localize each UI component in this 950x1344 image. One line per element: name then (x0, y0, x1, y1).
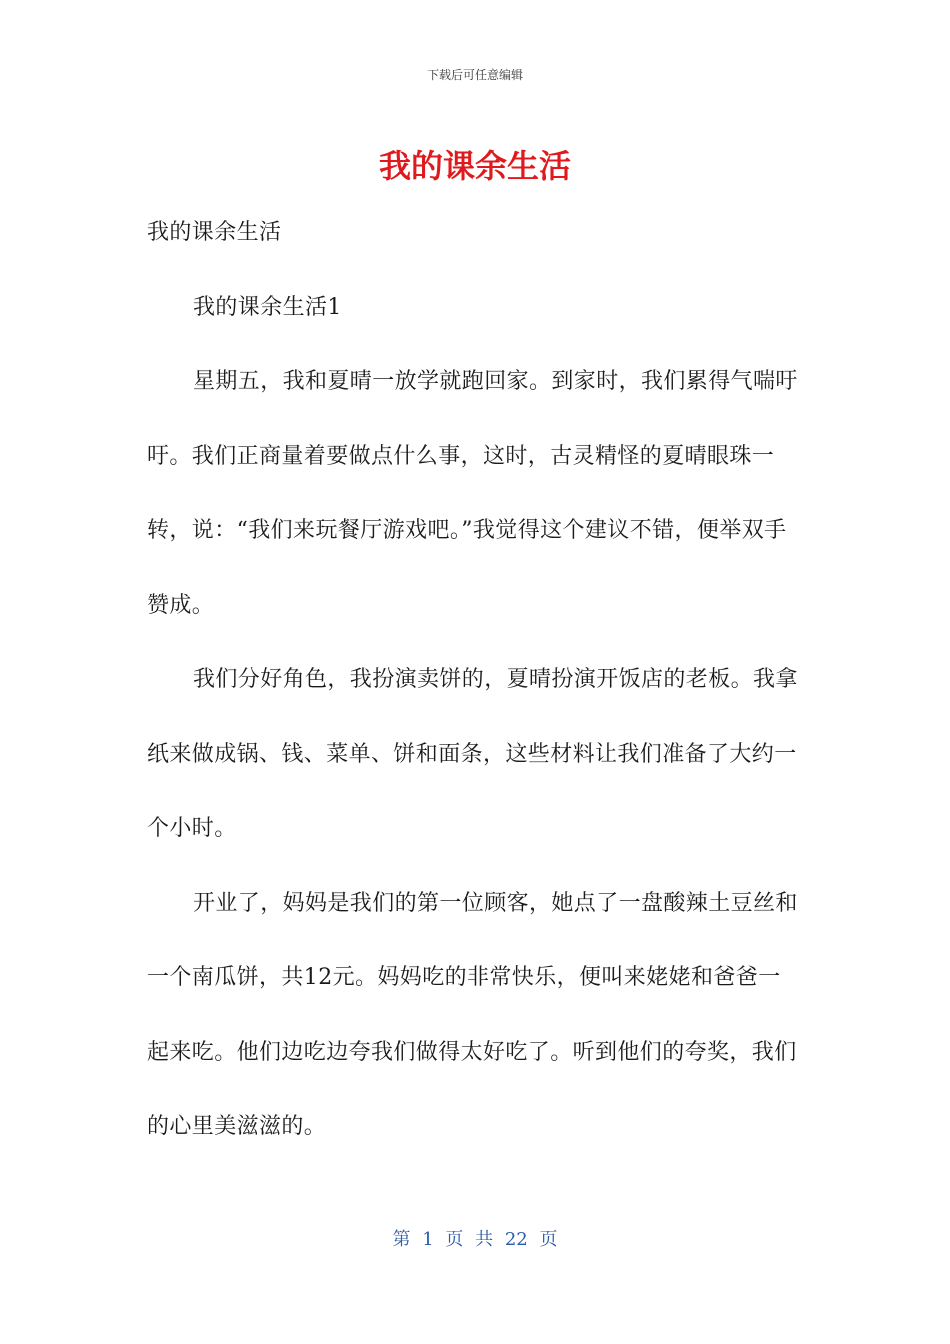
document-body (147, 196, 802, 1165)
paragraph-3: 开业了，妈妈是我们的第一位顾客，她点了一盘酸辣土豆丝和一个南瓜饼，共12元。妈妈吃的非常快乐，便叫来姥姥和爸爸一起来吃。他们边吃边夸我们做得太好吃了。听到他们的夸奖，我们的心里美滋滋的。 (147, 890, 798, 1139)
paragraph-2: 我们分好角色，我扮演卖饼的，夏晴扮演开饭店的老板。我拿纸来做成锅、钱、菜单、饼和面条，这些材料让我们准备了大约一个小时。 (147, 667, 798, 841)
document-title: 我的课余生活 (378, 147, 571, 185)
page-number: 第 1 页 共 22 页 (392, 1229, 558, 1250)
document-subtitle: 我的课余生活 (147, 220, 282, 245)
paragraph-1: 星期五，我和夏晴一放学就跑回家。到家时，我们累得气喘吁吁。我们正商量着要做点什么事，这时，古灵精怪的夏晴眼珠一转，说：“我们来玩餐厅游戏吧。”我觉得这个建议不错，便举双手赞成。 (147, 369, 798, 618)
section-heading: 我的课余生活1 (193, 294, 342, 320)
page-header-note: 下载后可任意编辑 (426, 68, 523, 82)
